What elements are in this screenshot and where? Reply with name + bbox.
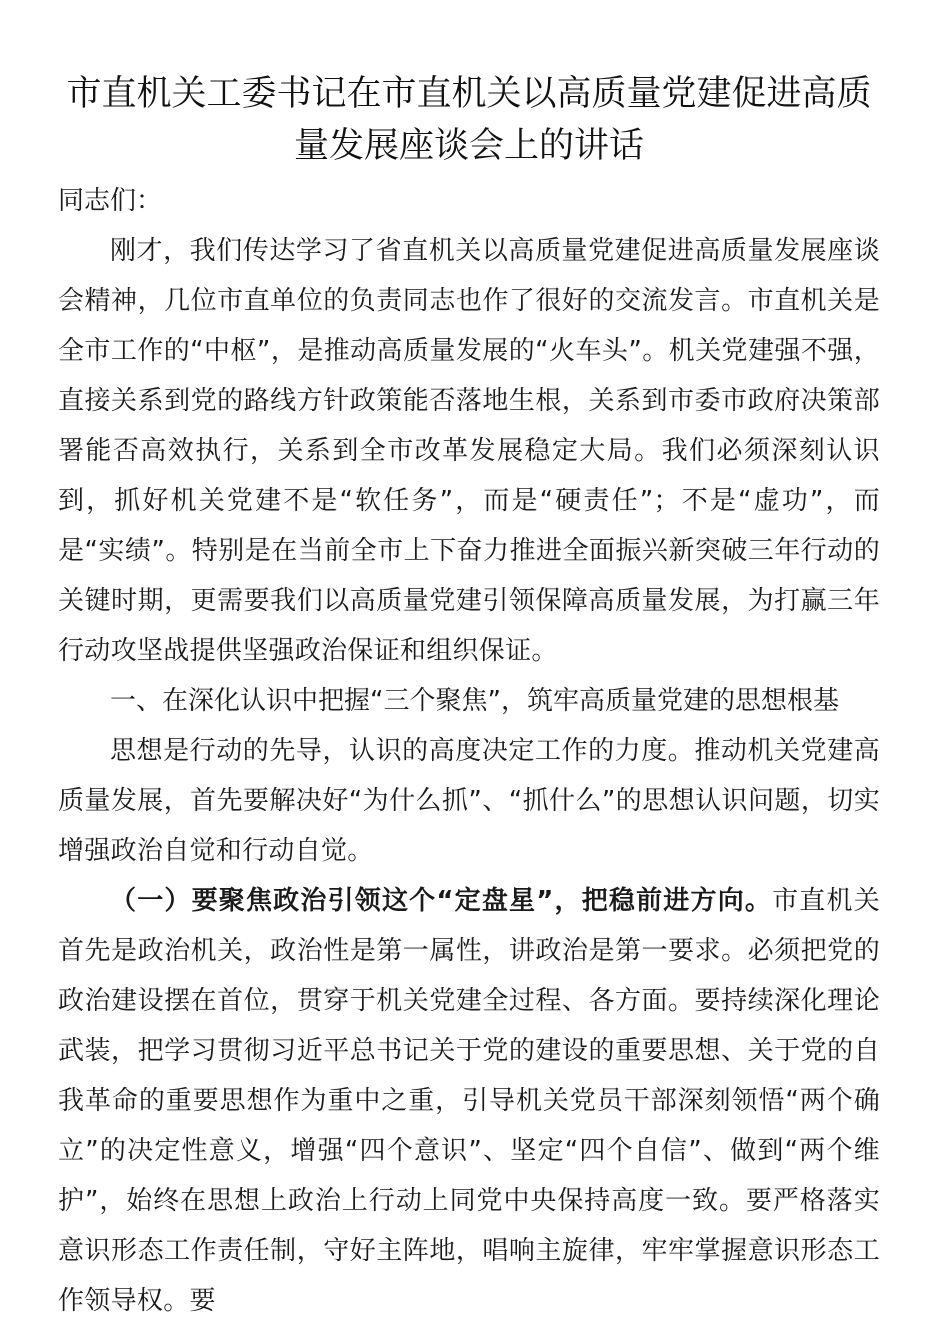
subsection-1-heading: （一）要聚焦政治引领这个“定盘星”，把稳前进方向。	[110, 886, 773, 916]
subsection-1-text: 市直机关首先是政治机关，政治性是第一属性，讲政治是第一要求。必须把党的政治建设摆在首位，贯穿于机关党建全过程、各方面。要持续深化理论武装，把学习贯彻习近平总书记关于党的建设的重要思想、关于党的自我革命的重要思想作为重中之重，引导机关党员干部深刻领悟“两个确立”的决定性意义，增强“四个意识”、坚定“四个自信”、做到“两个维护”，始终在思想上政治上行动上同党中央保持高度一致。要严格落实意识形态工作责任制，守好主阵地，唱响主旋律，牢牢掌握意识形态工作领导权。要	[58, 886, 880, 1316]
salutation: 同志们：	[58, 186, 163, 216]
document-title: 市直机关工委书记在市直机关以高质量党建促进高质量发展座谈会上的讲话	[66, 74, 872, 166]
subsection-1-paragraph	[58, 876, 880, 1326]
intro-paragraph: 刚才，我们传达学习了省直机关以高质量党建促进高质量发展座谈会精神，几位市直单位的负责同志也作了很好的交流发言。市直机关是全市工作的“中枢”，是推动高质量发展的“火车头”。机关党建强不强，直接关系到党的路线方针政策能否落地生根，关系到市委市政府决策部署能否高效执行，关系到全市改革发展稳定大局。我们必须深刻认识到，抓好机关党建不是“软任务”，而是“硬责任”；不是“虚功”，而是“实绩”。特别是在当前全市上下奋力推进全面振兴新突破三年行动的关键时期，更需要我们以高质量党建引领保障高质量发展，为打赢三年行动攻坚战提供坚强政治保证和组织保证。	[58, 236, 880, 666]
section-1-intro: 思想是行动的先导，认识的高度决定工作的力度。推动机关党建高质量发展，首先要解决好“为什么抓”、“抓什么”的思想认识问题，切实增强政治自觉和行动自觉。	[58, 736, 880, 866]
section-heading-1: 一、在深化认识中把握“三个聚焦”，筑牢高质量党建的思想根基	[110, 686, 839, 716]
document-page	[58, 68, 880, 1326]
